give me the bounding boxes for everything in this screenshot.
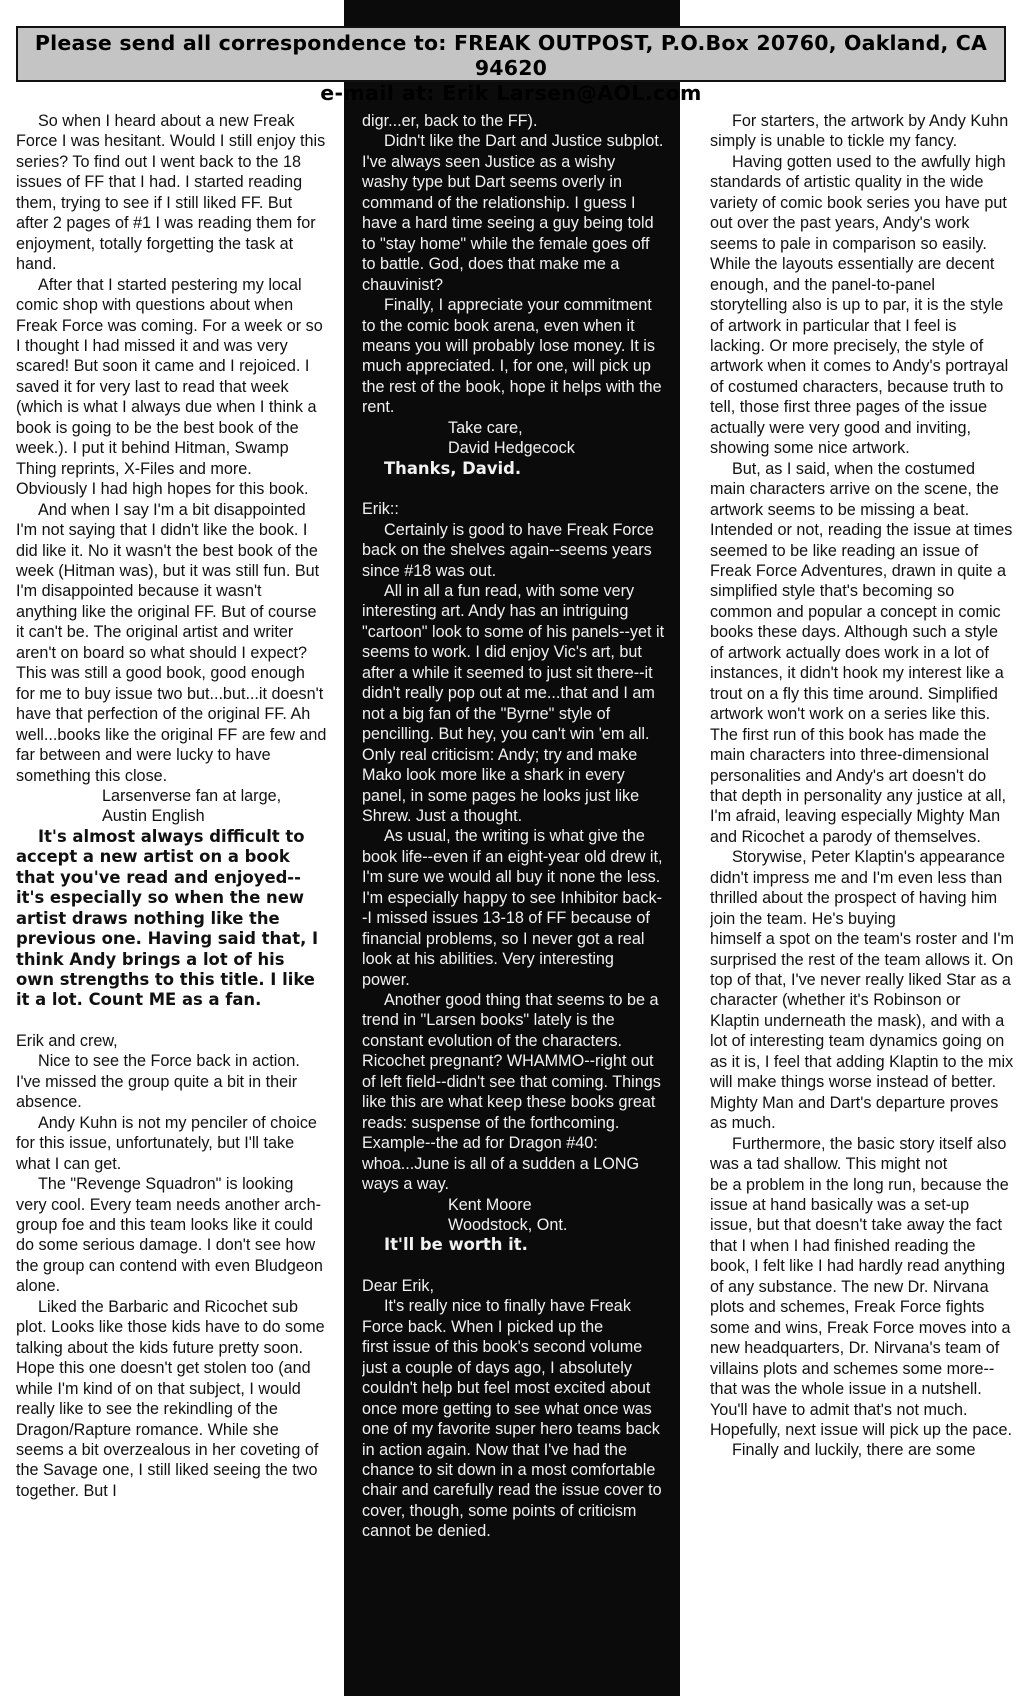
letter-paragraph: As usual, the writing is what give the book life--even if an eight-year old drew it, I'm sure we would all buy it none the less. I'm especially happy to see Inhibitor back--I missed issues 13-18 of FF because of financial problems, so I never got a real look at his abilities. Very interesting power. [362, 827, 663, 989]
letter-signature: Take care, [448, 418, 523, 437]
letter-paragraph: So when I heard about a new Freak Force I was hesitant. Would I still enjoy this series? To find out I went back to the 18 issues of FF that I had. I started reading them, trying to see if I still liked FF. But after 2 pages of #1 I was reading them for enjoyment, totally forgetting the task at hand. [16, 112, 326, 274]
letter-paragraph: All in all a fun read, with some very interesting art. Andy has an intriguing "cartoon" look to some of his panels--yet it seems to work. I did enjoy Vic's art, but after a while it seemed to just sit there--it didn't really pop out at me...that and I am not a big fan of the "Byrne" style of pencilling. But hey, you can't win 'em all. Only real criticism: Andy; try and make Mako look more like a shark in every panel, in some pages he looks just like Shrew. Just a thought. [362, 581, 665, 825]
letter-paragraph: Furthermore, the basic story itself also was a tad shallow. This might not [710, 1134, 1007, 1174]
letter-paragraph: For starters, the artwork by Andy Kuhn simply is unable to tickle my fancy. [710, 112, 1009, 151]
letter-paragraph: Certainly is good to have Freak Force back on the shelves again--seems years since #18 was out. [362, 520, 654, 580]
letter-salutation: Dear Erik, [362, 1276, 434, 1295]
header-email-line: e-mail at: Erik Larsen@AOL.com [320, 81, 702, 105]
letter-paragraph: After that I started pestering my local comic shop with questions about when Freak Force was coming. For a week or so I thought I had missed it and was very scared! But soon it came and I rejoiced. I saved it for very last to read that week (which is what I always due when I think a book is going to be the best book of the week.). I put it behind Hitman, Swamp Thing reprints, X-Files and more. Obviously I had high hopes for this book. [16, 275, 323, 499]
letter-paragraph: The "Revenge Squadron" is looking very cool. Every team needs another arch-group foe and this team looks like it could do some serious damage. I don't see how the group can contend with even Bludgeon alone. [16, 1175, 323, 1296]
letter-paragraph: Storywise, Peter Klaptin's appearance didn't impress me and I'm even less than thrilled about the prospect of having him join the team. He's buying [710, 848, 1006, 928]
letter-paragraph: Finally and luckily, there are some [732, 1441, 976, 1460]
letter-salutation: Erik:: [362, 500, 399, 519]
editor-reply: Thanks, David. [384, 458, 522, 478]
letter-paragraph: But, as I said, when the costumed main characters arrive on the scene, the artwork seems to be missing a beat. Intended or not, reading the issue at times seemed to be like reading an issue of Freak Force Adventures, drawn in quite a simplified style that's becoming so common and popular a concept in comic books these days. Although such a style of artwork actually does work in a lot of instances, it didn't hook my interest like a trout on a fly this time around. Simplified artwork won't work on a series like this. The first run of this book has made the main characters into three-dimensional personalities and Andy's art doesn't do that depth in personality any justice at all, I'm afraid, leaving especially Mighty Man and Ricochet a parody of themselves. [710, 459, 1013, 846]
editor-reply: It'll be worth it. [384, 1235, 528, 1255]
letter-paragraph: And when I say I'm a bit disappointed I'm not saying that I didn't like the book. I did like it. No it wasn't the best book of the week (Hitman was), but it was still fun. But I'm disappointed because it wasn't anything like the original FF. But of course it can't be. The original artist and writer aren't on board so what should I expect? This was still a good book, good enough for me to buy issue two but...but...it doesn't have that perfection of the original FF. Ah well...books like the original FF are few and far between and were lucky to have something this close. [16, 500, 327, 785]
right-column [710, 111, 1014, 1696]
editor-reply: It's almost always difficult to accept a new artist on a book that you've read and enjoyed--it's especially so when the new artist draws nothing like the previous one. Having said that, I think Andy brings a lot of his own strengths to this title. I like it a lot. Count ME as a fan. [16, 826, 319, 1010]
letter-paragraph: It's really nice to finally have Freak Force back. When I picked up the [362, 1297, 631, 1336]
center-column [362, 111, 665, 1696]
letter-paragraph: Liked the Barbaric and Ricochet sub plot. Looks like those kids have to do some talking about the kids future pretty soon. Hope this one doesn't get stolen too (and while I'm kind of on that subject, I would really like to see the rekindling of the Dragon/Rapture romance. While she seems a bit overzealous in her coveting of the Savage one, I still liked seeing the two together. But I [16, 1297, 325, 1500]
letter-paragraph: first issue of this book's second volume just a couple of days ago, I absolutely couldn't help but feel most excited about once more getting to see what once was one of my favorite super hero teams back in action again. Now that I've had the chance to sit down in a most comfortable chair and carefully read the issue cover to cover, though, some points of criticism cannot be denied. [362, 1338, 662, 1541]
letter-paragraph: himself a spot on the team's roster and I'm surprised the rest of the team allows it. On top of that, I've never really liked Star as a character (whether it's Robinson or Klaptin underneath the mask), and with a lot of interesting team dynamics going on as it is, I feel that adding Klaptin to the mix will make things worse instead of better. Mighty Man and Dart's departure proves as much. [710, 930, 1014, 1133]
correspondence-header [16, 26, 1006, 105]
letter-paragraph: Finally, I appreciate your commitment to the comic book arena, even when it means you will probably lose money. It is much appreciated. I, for one, will pick up the rest of the book, hope it helps with the rent. [362, 296, 662, 417]
letter-signature: Larsenverse fan at large, [102, 786, 282, 805]
letter-paragraph: Having gotten used to the awfully high standards of artistic quality in the wide variety of comic book series you have put out over the past years, Andy's work seems to pale in comparison so easily. While the layouts essentially are decent enough, and the panel-to-panel storytelling also is up to par, it is the style of artwork in particular that I feel is lacking. Or more precisely, the style of artwork when it comes to Andy's portrayal of costumed characters, because truth to tell, those first three pages of the issue actually were very good and inviting, showing some nice artwork. [710, 152, 1009, 458]
letter-paragraph: Nice to see the Force back in action. I've missed the group quite a bit in their absence. [16, 1052, 300, 1112]
left-column [16, 111, 327, 1696]
header-address-line: Please send all correspondence to: FREAK OUTPOST, P.O.Box 20760, Oakland, CA 94620 [34, 31, 988, 80]
letter-signature: Woodstock, Ont. [448, 1216, 568, 1235]
letter-signature: David Hedgecock [448, 439, 575, 458]
letter-paragraph: be a problem in the long run, because the issue at hand basically was a set-up issue, but that doesn't take away the fact that I when I had finished reading the book, I felt like I had hardly read anything of any substance. The new Dr. Nirvana plots and schemes, Freak Force fights some and wins, Freak Force moves into a new headquarters, Dr. Nirvana's team of villains plots and schemes some more-- that was the whole issue in a nutshell. You'll have to admit that's not much. Hopefully, next issue will pick up the pace. [710, 1175, 1013, 1439]
letter-paragraph: Didn't like the Dart and Justice subplot. I've always seen Justice as a wishy washy type but Dart seems overly in command of the relationship. I guess I have a hard time seeing a guy being told to "stay home" while the female goes off to battle. God, does that make me a chauvinist? [362, 132, 664, 294]
letter-paragraph: Andy Kuhn is not my penciler of choice for this issue, unfortunately, but I'll take what I can get. [16, 1113, 317, 1173]
letter-paragraph: Another good thing that seems to be a trend in "Larsen books" lately is the constant evolution of the characters. Ricochet pregnant? WHAMMO--right out of left field--didn't see that coming. Things like this are what keep these books great reads: suspense of the forthcoming. Example--the ad for Dragon #40: whoa...June is all of a sudden a LONG ways a way. [362, 991, 661, 1194]
letter-signature: Austin English [102, 807, 205, 826]
letter-signature: Kent Moore [448, 1195, 532, 1214]
letter-salutation: Erik and crew, [16, 1031, 118, 1050]
letter-paragraph: digr...er, back to the FF). [362, 112, 538, 130]
